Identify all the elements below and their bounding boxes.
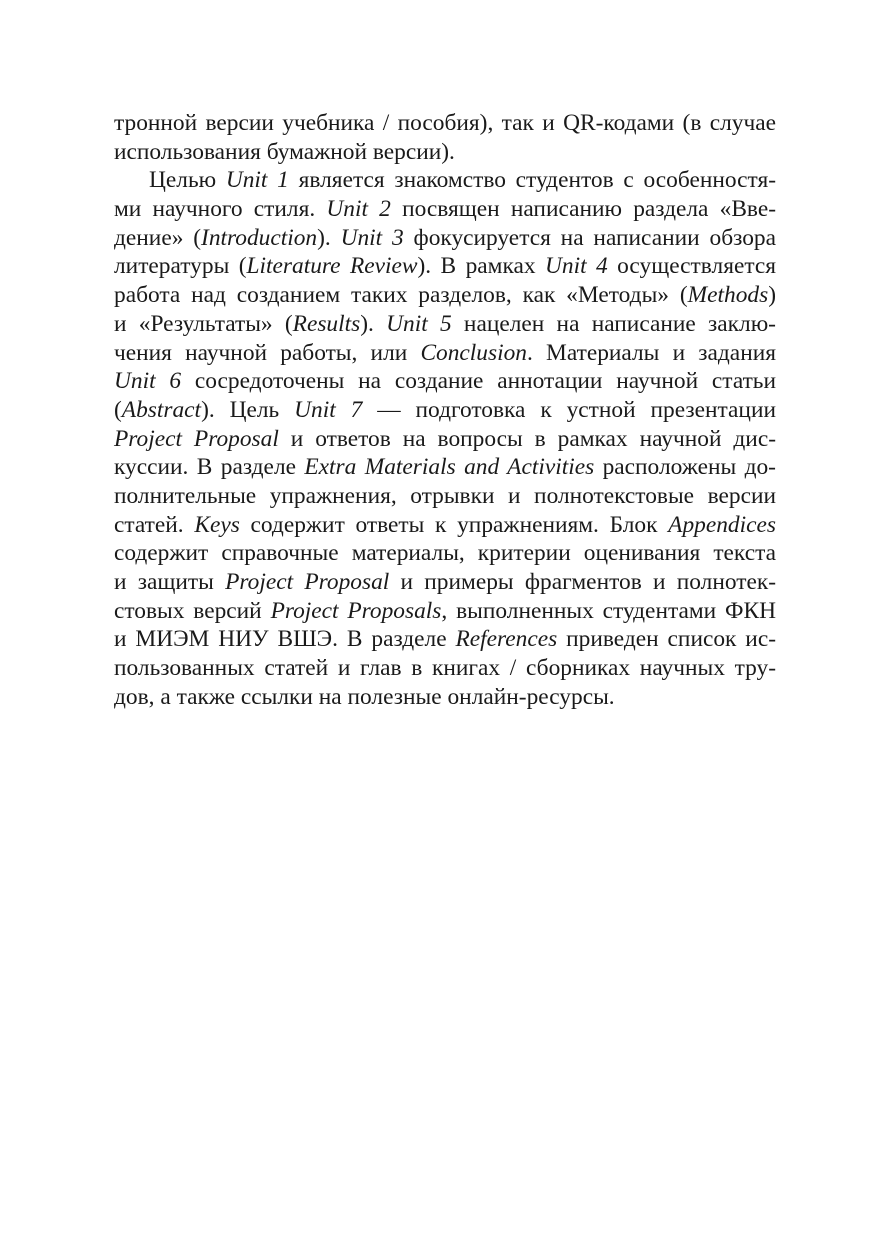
text-line [114,654,776,683]
text-line [114,597,776,626]
text-run: содержит справочные материалы, критерии оценивания текста [114,540,776,567]
text-run: расположены до- [594,454,776,481]
text-line [114,281,776,310]
italic-term: Unit 5 [386,310,452,337]
text-line [114,396,776,425]
text-run: — подготовка к устной презентации [362,396,776,423]
italic-term: Unit 3 [340,224,404,251]
text-line [114,482,776,511]
italic-term: Project Proposal [225,569,390,595]
text-run: приведен список ис- [557,626,776,653]
text-run: куссии. В разделе [114,454,305,481]
italic-term: Extra Materials and Activities [304,454,595,481]
text-run: сосредоточены на создание аннотации научной статьи [181,368,776,395]
text-line [114,568,776,597]
italic-term: Keys [194,511,240,538]
text-run: литературы ( [114,253,247,280]
italic-term: Unit 6 [114,368,182,395]
text-run: статей. [114,511,195,538]
text-run: фокусируется на написании обзора [403,224,776,251]
text-run: работа над созданием таких разделов, как «Методы» ( [114,282,688,309]
text-line [114,625,776,654]
text-run: , выполненных студентами ФКН [441,597,776,624]
text-line [114,539,776,568]
italic-term: References [455,626,558,653]
text-run: полнительные упражнения, отрывки и полнотекстовые версии [114,482,776,509]
text-line [114,252,776,281]
text-run: ( [114,396,122,423]
text-run: пользованных статей и глав в книгах / сборниках научных тру- [114,655,776,682]
italic-term: Unit 4 [545,253,608,280]
text-line [114,310,776,339]
text-line [114,339,776,368]
text-line [114,367,776,396]
text-run: тронной версии учебника / пособия), так и QR-кодами (в случае [114,110,776,136]
text-run: чения научной работы, или [114,339,421,366]
italic-term: Introduction [201,224,318,251]
italic-term: Abstract [121,396,202,423]
text-run: и защиты [114,569,226,595]
italic-term: Unit 2 [326,196,391,223]
text-line [114,453,776,482]
italic-term: Appendices [668,511,776,538]
text-run: является знакомство студентов с особенностя- [288,167,776,194]
text-run: дов, а также ссылки на полезные онлайн-ресурсы. [114,683,615,710]
italic-term: Results [292,310,361,337]
text-run: ). В рамках [417,253,545,280]
text-run: нацелен на написание заклю- [451,310,776,337]
italic-term: Unit 7 [294,396,363,423]
text-run: дение» ( [114,224,202,251]
text-line [114,166,776,195]
text-run: ). Цель [201,396,295,423]
text-run: и ответов на вопросы в рамках научной дис- [278,425,776,452]
italic-term: Unit 1 [225,167,289,194]
body-text [114,109,776,711]
italic-term: Literature Review [246,253,418,280]
text-run: стовых версий [114,597,271,624]
text-run: . Материалы и задания [527,339,776,366]
text-line [114,224,776,253]
text-line [114,109,776,138]
text-run: использования бумажной версии). [114,138,455,165]
text-line [114,195,776,224]
text-run: и примеры фрагментов и полнотек- [389,569,776,595]
text-run: осуществляется [607,253,776,280]
text-line [114,683,776,712]
text-run: ми научного стиля. [114,196,327,223]
text-run: посвящен написанию раздела «Вве- [390,196,777,223]
text-line [114,425,776,454]
italic-term: Conclusion [420,339,527,366]
italic-term: Methods [687,282,769,309]
text-run: содержит ответы к упражнениям. Блок [239,511,669,538]
text-run: ). [317,224,341,251]
text-run: ) [768,282,776,309]
text-run: ). [360,310,387,337]
italic-term: Project Proposal [114,425,279,452]
text-line [114,511,776,540]
text-run: и «Результаты» ( [114,310,293,337]
text-line [114,138,776,167]
text-run: Целью [149,167,226,194]
text-run: и МИЭМ НИУ ВШЭ. В разделе [114,626,456,653]
italic-term: Project Proposals [270,597,442,624]
